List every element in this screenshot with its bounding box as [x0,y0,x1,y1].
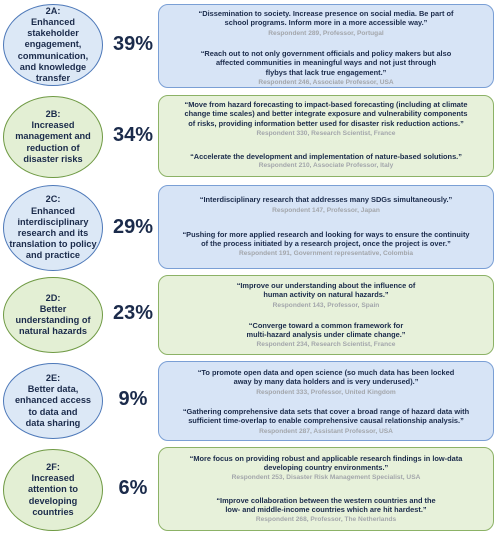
theme-label-2f: 2F: Increased attention to developing countries [27,461,78,517]
theme-oval-2d [3,277,103,353]
theme-label-2c: 2C: Enhanced interdisciplinary research and its translation to policy and practice [9,194,97,261]
quote-box-2b [158,95,494,177]
quote-box-2d [158,275,494,355]
theme-percent-2d: 23% [112,302,154,324]
respondent-2d-1: Respondent 143, Professor, Spain [272,302,380,309]
theme-percent-2e: 9% [118,388,148,410]
quote-2a-2: “Reach out to not only government officials and policy makers but also affected communities in meaningful ways and not just through flybys that lack true engagement.” [200,49,452,77]
theme-oval-2e [3,363,103,439]
quote-box-2c [158,185,494,269]
theme-percent-2b: 34% [112,124,154,146]
quote-2e-1: “To promote open data and open science (so much data has been locked away by many data holders and is very underused).” [197,368,455,387]
theme-percent-2a: 39% [112,33,154,55]
respondent-2e-2: Respondent 287, Assistant Professor, USA [259,428,393,435]
quote-2b-1: “Move from hazard forecasting to impact-based forecasting (including at climate change time scales) and better integrate exposure and vulnerability components of risks, providing information better used for disaster risk reduction actions.” [184,100,468,128]
theme-row-2b [0,92,500,180]
theme-row-2d [0,272,500,356]
quote-2b-2: “Accelerate the development and implementation of nature-based solutions.” [190,152,462,161]
theme-oval-2f [3,449,103,531]
quote-2f-1: “More focus on providing robust and applicable research findings in low-data developing country environments.” [189,454,463,473]
quote-2d-2: “Converge toward a common framework for multi-hazard analysis under climate change.” [246,321,406,340]
theme-row-2f [0,444,500,534]
theme-label-2e: 2E: Better data, enhanced access to data and data sharing [14,372,92,428]
respondent-2e-1: Respondent 333, Professor, United Kingdom [256,389,396,396]
respondent-2b-1: Respondent 330, Research Scientist, France [256,130,396,137]
respondent-2f-1: Respondent 253, Disaster Risk Management Specialist, USA [231,474,421,481]
theme-label-2b: 2B: Increased management and reduction of disaster risks [15,108,91,164]
quote-box-2e [158,361,494,441]
respondent-2d-2: Respondent 234, Research Scientist, France [256,341,396,348]
respondent-2b-2: Respondent 210, Associate Professor, Italy [258,162,394,169]
quote-2c-1: “Interdisciplinary research that addresses many SDGs simultaneously.” [199,195,453,204]
theme-percent-2c: 29% [112,216,154,238]
quote-box-2f [158,447,494,531]
theme-oval-2a [3,4,103,86]
theme-oval-2c [3,185,103,271]
respondent-2c-2: Respondent 191, Government representative, Colombia [238,250,414,257]
theme-row-2a [0,0,500,90]
theme-label-2a: 2A: Enhanced stakeholder engagement, communication, and knowledge transfer [17,5,89,83]
quote-box-2a [158,4,494,88]
quote-2d-1: “Improve our understanding about the influence of human activity on natural hazards.” [236,281,416,300]
theme-oval-2b [3,96,103,178]
quote-2c-2: “Pushing for more applied research and looking for ways to ensure the continuity of the process initiated by a research project, once the project is over.” [182,230,470,249]
quote-2e-2: “Gathering comprehensive data sets that cover a broad range of hazard data with sufficient time-overlap to enable comprehensive causal relationship analysis.” [182,407,470,426]
quote-2f-2: “Improve collaboration between the western countries and the low- and middle-income countries which are hit hardest.” [216,496,436,515]
theme-row-2c [0,181,500,273]
respondent-2a-1: Respondent 289, Professor, Portugal [268,30,384,37]
quote-2a-1: “Dissemination to society. Increase presence on social media. Be part of school programs. Inform more in a more accessible way.” [198,9,454,28]
theme-label-2d: 2D: Better understanding of natural hazards [15,292,91,337]
respondent-2c-1: Respondent 147, Professor, Japan [272,207,380,214]
theme-row-2e [0,358,500,442]
respondent-2f-2: Respondent 268, Professor, The Netherlands [255,516,397,523]
respondent-2a-2: Respondent 246, Associate Professor, USA [258,79,394,86]
theme-percent-2f: 6% [118,477,148,499]
